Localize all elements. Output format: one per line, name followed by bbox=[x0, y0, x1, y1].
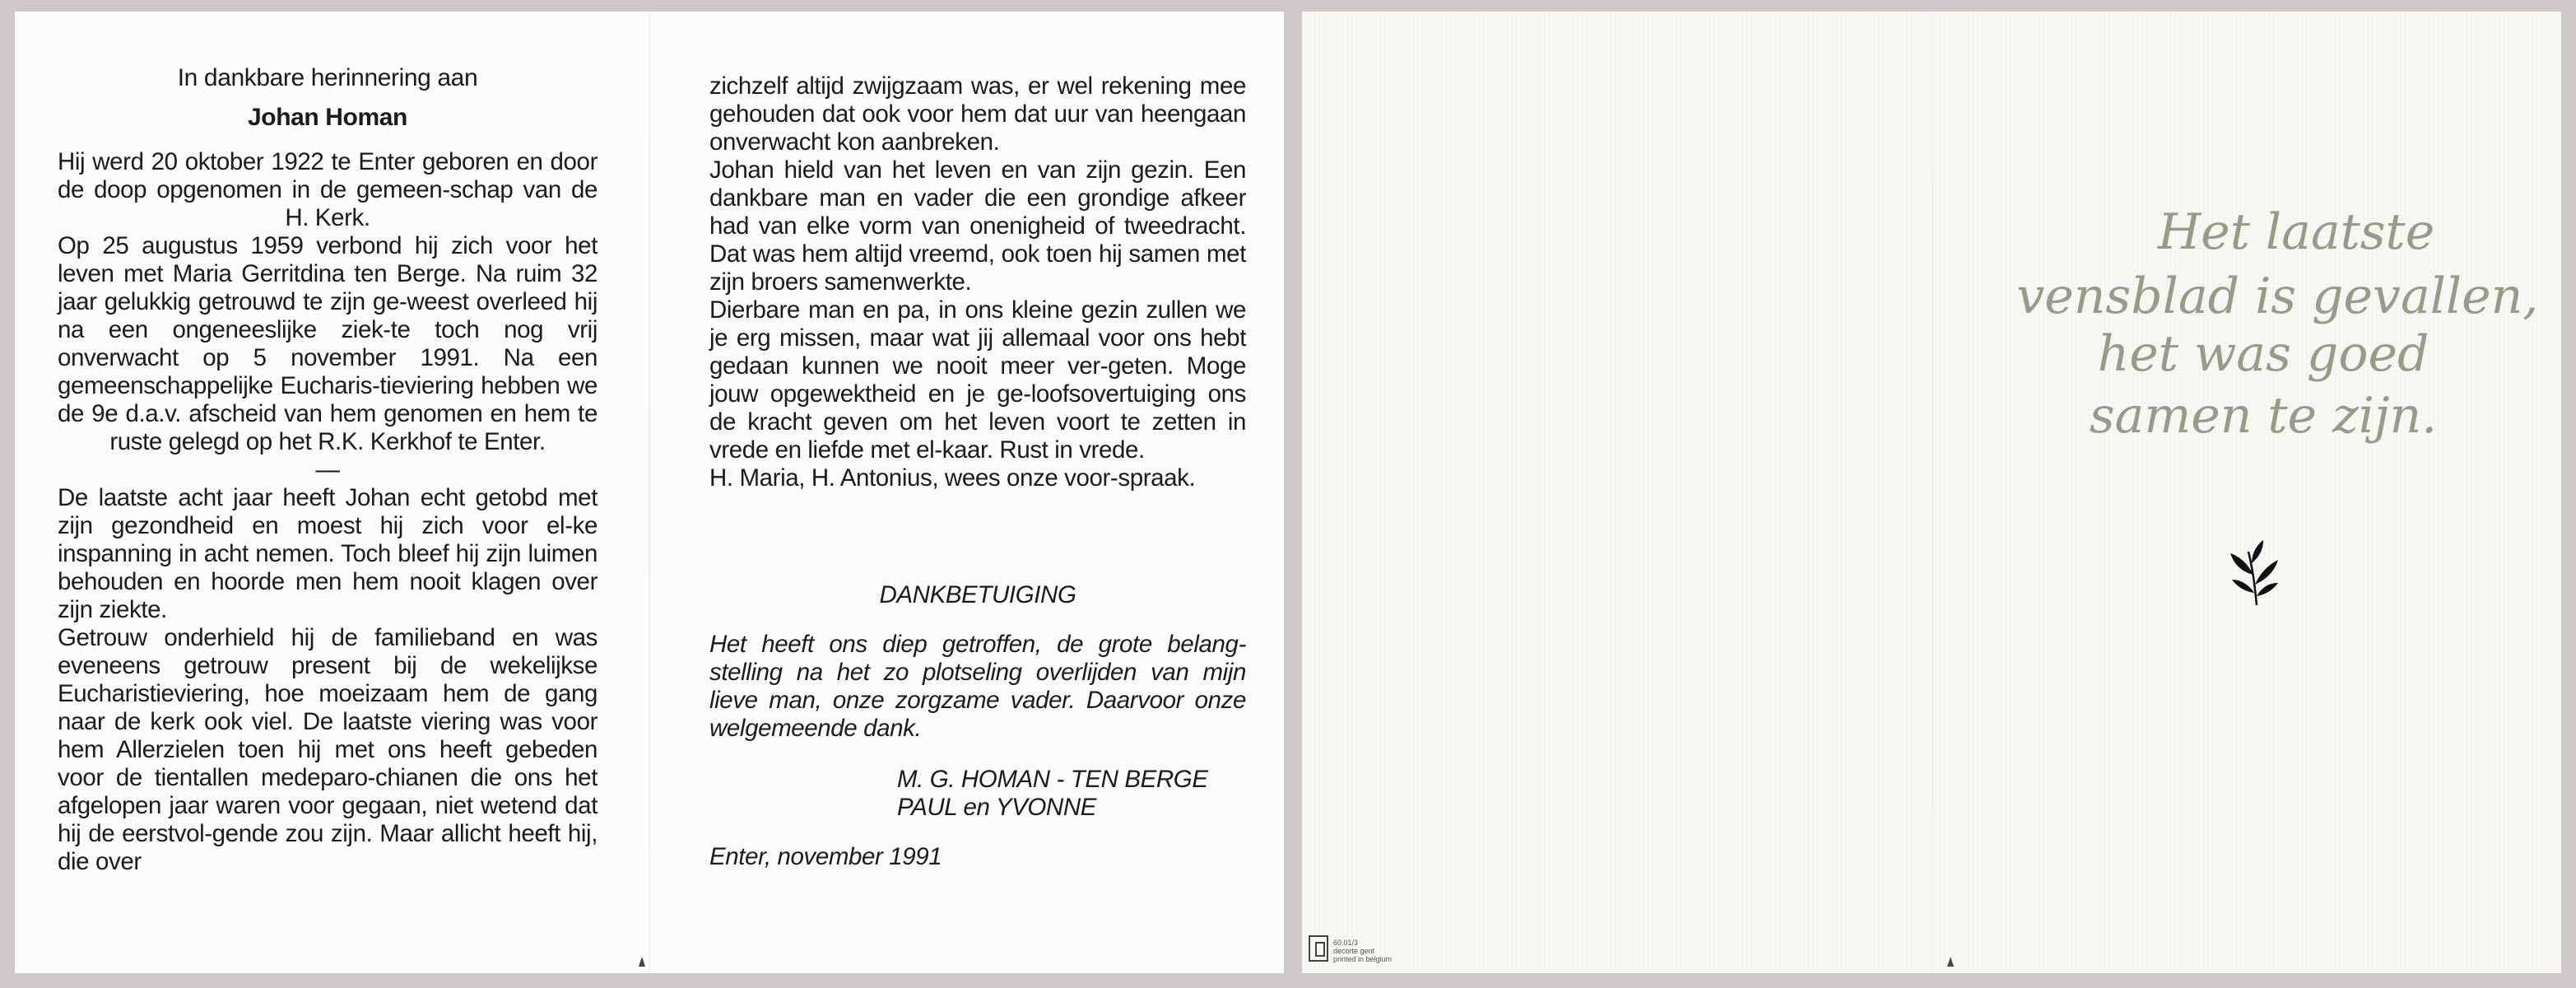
verse-svg bbox=[2016, 198, 2576, 494]
olive-sprig-icon bbox=[2224, 535, 2290, 609]
thanks-text: Het heeft ons diep getroffen, de grote belang-stelling na het zo plotseling overlijden van mijn lieve man, onze zorgzame vader. Daarvoor onze welgemeende dank. bbox=[709, 631, 1246, 742]
left-panel bbox=[58, 64, 598, 876]
memorial-heading: In dankbare herinnering aan bbox=[177, 64, 478, 91]
imprint-line: decorte gent bbox=[1333, 947, 1375, 955]
prayer-line: H. Maria, H. Antonius, wees onze voor-spraak. bbox=[709, 464, 1196, 492]
verse-line: levensblad is gevallen, bbox=[2016, 268, 2539, 325]
fold-mark bbox=[1947, 957, 1954, 967]
reflection-paragraph: De laatste acht jaar heeft Johan echt getobd met zijn gezondheid en moest hij zich voor el-ke inspanning in acht nemen. Toch bleef hij zijn luimen behouden en hoorde men hem nooit klagen over zijn ziekte. bbox=[58, 484, 598, 623]
fold-mark bbox=[639, 957, 645, 967]
separator-dash: — bbox=[315, 456, 340, 483]
card-fold-line bbox=[649, 12, 650, 973]
handwritten-verse bbox=[2016, 198, 2576, 494]
imprint-line: printed in belgium bbox=[1333, 955, 1393, 963]
printer-logo-icon bbox=[1309, 935, 1328, 962]
continuation-paragraph: Johan hield van het leven en van zijn gezin. Een dankbare man en vader die een grondige afkeer had van elke vorm van onenigheid of tweedracht. Dat was hem altijd vreemd, ook toen hij samen met zijn broers samenwerkte. bbox=[709, 156, 1246, 296]
continuation-paragraph: Dierbare man en pa, in ons kleine gezin zullen we je erg missen, maar wat jij allemaal voor ons hebt gedaan kunnen we nooit meer ver-geten. Moge jouw opgewektheid en je ge-loofsovertuiging ons de kracht geven om het leven voort te zetten in vrede en liefde met el-kaar. Rust in vrede. bbox=[709, 296, 1246, 464]
thanks-title: DANKBETUIGING bbox=[879, 581, 1076, 608]
verse-line: het was goed bbox=[2097, 325, 2430, 383]
deceased-name: Johan Homan bbox=[248, 104, 407, 131]
imprint-line: 60.01/3 bbox=[1333, 939, 1359, 947]
middle-panel bbox=[709, 72, 1246, 871]
signer-line: M. G. HOMAN - TEN BERGE bbox=[897, 766, 1208, 793]
printer-imprint bbox=[1309, 935, 1424, 968]
signer-line: PAUL en YVONNE bbox=[897, 794, 1096, 821]
signers bbox=[709, 766, 1246, 822]
bio-paragraph: Hij werd 20 oktober 1922 te Enter geboren en door de doop opgenomen in de gemeen-schap van de H. Kerk. bbox=[58, 148, 598, 231]
card-fold-line bbox=[1932, 12, 1933, 973]
continuation-paragraph: zichzelf altijd zwijgzaam was, er wel rekening mee gehouden dat ook voor hem dat uur van heengaan onverwacht kon aanbreken. bbox=[709, 72, 1246, 156]
bio-paragraph: Op 25 augustus 1959 verbond hij zich voor het leven met Maria Gerritdina ten Berge. Na ruim 32 jaar gelukkig getrouwd te zijn ge-weest overleed hij na een ongeneeslijke ziek-te toch nog vrij onverwacht op 5 november 1991. Na een gemeenschappelijke Eucharis-tieviering hebben we de 9e d.a.v. afscheid van hem genomen en hem te ruste gelegd op het R.K. Kerkhof te Enter. bbox=[58, 232, 598, 455]
verse-line: samen te zijn. bbox=[2089, 387, 2438, 445]
place-date: Enter, november 1991 bbox=[709, 843, 942, 870]
reflection-paragraph: Getrouw onderhield hij de familieband en was eveneens getrouw present bij de wekelijkse Eucharistieviering, hoe moeizaam hem de gang naar de kerk ook viel. De laatste viering was voor hem Allerzielen toen hij met ons heeft gebeden voor de tientallen medeparo-chianen die ons het afgelopen jaar waren voor gegaan, niet wetend dat hij de eerstvol-gende zou zijn. Maar allicht heeft hij, die over bbox=[58, 624, 598, 875]
card-inner-sheet bbox=[15, 12, 1284, 973]
imprint-lines bbox=[1333, 939, 1424, 963]
verse-line: Het laatste bbox=[2157, 203, 2435, 261]
